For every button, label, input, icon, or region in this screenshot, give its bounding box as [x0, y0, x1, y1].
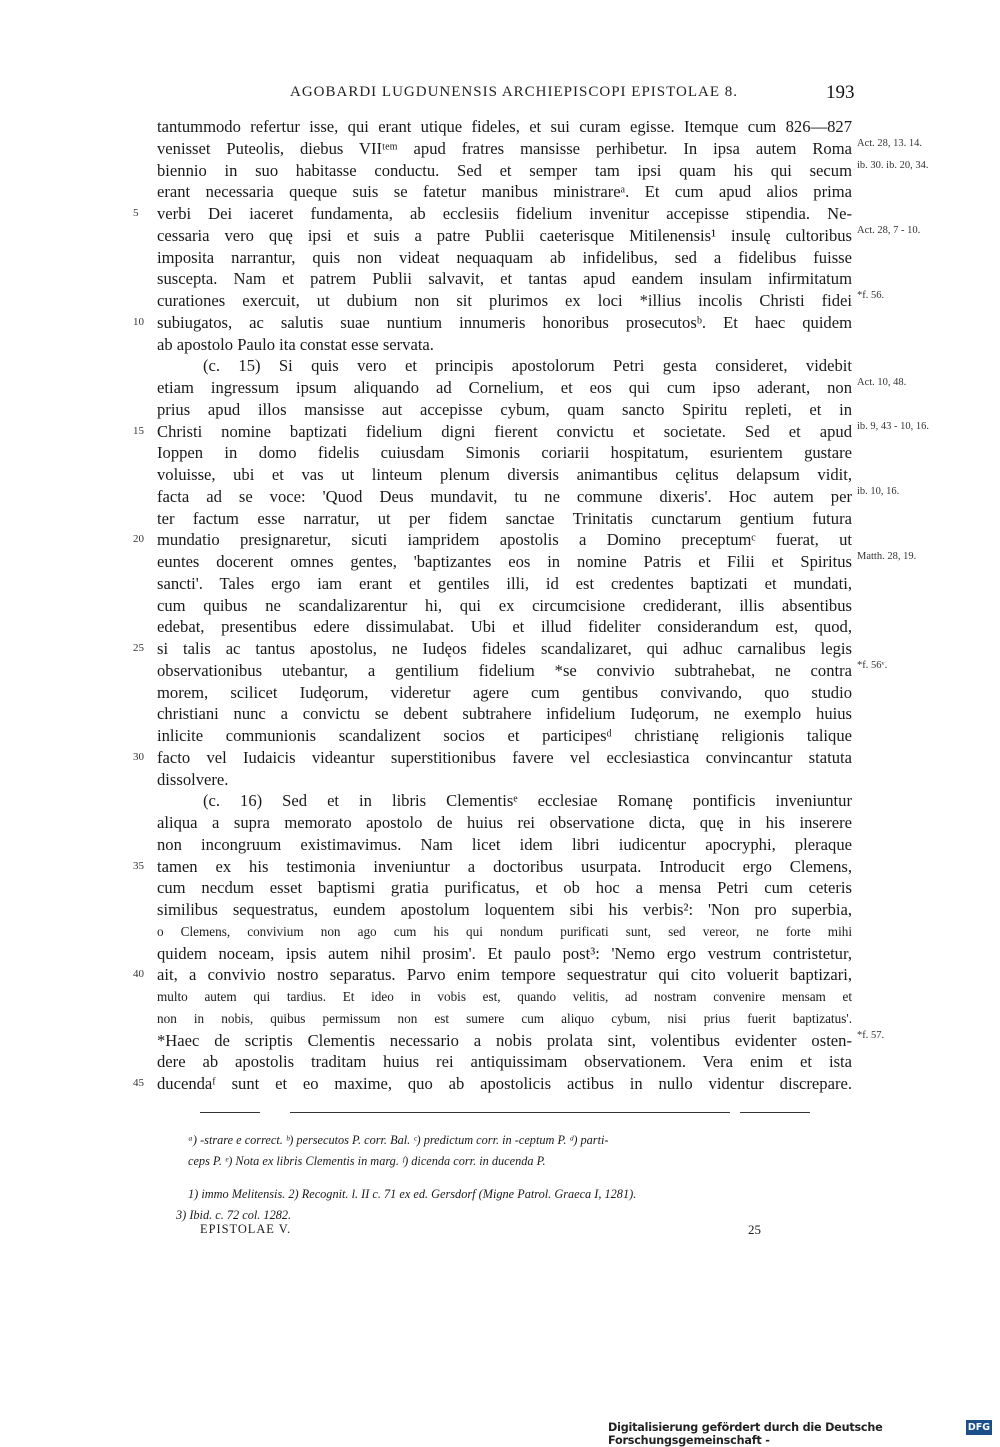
separator-segment: [200, 1112, 260, 1113]
signature-mark: EPISTOLAE V.: [200, 1222, 292, 1236]
line-text: morem, scilicet Iudęorum, videretur agere cum gentibus convivando, quo studio: [157, 682, 852, 702]
margin-reference: *f. 56ᵛ.: [857, 659, 888, 671]
text-line: [157, 877, 852, 899]
line-text: cum quibus ne scandalizarentur hi, qui ex circumcisione crediderant, illis absentibus: [157, 595, 852, 615]
line-text: ab apostolo Paulo ita constat esse servata.: [157, 334, 434, 354]
text-line: [157, 1051, 852, 1073]
digitization-credit: [600, 1418, 1000, 1447]
signature-line: [200, 1222, 760, 1244]
text-line: [157, 485, 900, 508]
text-line: [157, 334, 852, 356]
separator-segment: [740, 1112, 810, 1113]
page-header: [0, 80, 1000, 110]
margin-reference: ib. 9, 43 - 10, 16.: [857, 420, 930, 432]
text-line: [157, 116, 852, 138]
text-line: [157, 399, 852, 421]
line-number: 40: [133, 968, 144, 981]
line-number: 10: [133, 315, 144, 328]
line-text: etiam ingressum ipsum aliquando ad Cornelium, et eos qui cum ipso aderant, non: [157, 378, 852, 397]
margin-reference: *f. 56.: [857, 290, 885, 301]
dfg-logo: DFG: [967, 1422, 991, 1433]
footnote-separator: [200, 1111, 810, 1115]
line-text: christiani nunc a convictu se debent subtrahere infidelium Iudęorum, ne exemplo huius: [157, 704, 852, 724]
text-line: [157, 986, 852, 1008]
text-line: [157, 943, 852, 965]
line-text: erant necessaria queque suis se fatetur manibus ministrareᵃ. Et cum apud alios prima: [157, 182, 852, 202]
line-text: biennio in suo habitasse conductu. Sed et semper tam ipsi quam his qui secum: [157, 160, 852, 180]
sheet-number: 25: [748, 1222, 761, 1237]
text-line: [157, 834, 852, 856]
text-line: [157, 703, 852, 725]
text-line: [133, 747, 852, 769]
line-text: curationes exercuit, ut dubium non sit plurimos ex loci *illius incolis Christi fidei: [157, 291, 852, 310]
text-line: [157, 224, 921, 247]
line-text: aliqua a supra memorato apostolo de huius rei observatione dicta, quę in his inserere: [157, 813, 852, 832]
text-line: [133, 203, 852, 225]
footnote-line: 3) Ibid. c. 72 col. 1282.: [176, 1208, 292, 1222]
line-number: 5: [133, 207, 139, 219]
text-line: [157, 595, 852, 617]
line-number: 45: [133, 1077, 144, 1089]
text-line: [157, 573, 852, 595]
line-text: voluisse, ubi et vas ut linteum plenum diversis animantibus cęlitus delapsum vidit,: [157, 465, 852, 484]
line-text: verbi Dei iaceret fundamenta, ab ecclesiis fidelium invenitur accepisse stipendia. Ne-: [157, 204, 852, 223]
margin-reference: Act. 28, 7 - 10.: [857, 224, 921, 236]
line-text: o Clemens, convivium non ago cum his qui nondum purificati sunt, sed vereor, ne forte mihi: [157, 923, 852, 939]
text-line: [157, 508, 852, 530]
line-text: cessaria vero quę ipsi et suis a patre Publii caeterisque Mitilenensis¹ insulę cultoribus: [157, 225, 852, 245]
line-text: ducendaᶠ sunt et eo maxime, quo ab apostolicis actibus in nullo videntur discrepare.: [157, 1074, 852, 1093]
page-number: 193: [826, 82, 855, 103]
line-number: 35: [133, 859, 144, 872]
line-number: 15: [133, 424, 144, 437]
text-line: [157, 725, 852, 747]
text-line: [133, 856, 852, 878]
line-number: 25: [133, 642, 144, 654]
text-line: [157, 290, 885, 312]
line-text: si talis ac tantus apostolus, ne Iudęos fideles scandalizaret, qui adhuc carnalibus legis: [157, 639, 852, 658]
line-text: *Haec de scriptis Clementis necessario a nobis prolata sint, volentibus evidenter osten-: [157, 1030, 852, 1050]
line-text: Ioppen in domo fidelis cuiusdam Simonis coriarii hospitatum, esurientem gustare: [157, 443, 852, 463]
line-text: facto vel Iudaicis videantur superstitionibus favere vel ecclesiastica convincantur statuta: [157, 747, 852, 767]
text-line: [157, 1008, 852, 1030]
line-text: (c. 15) Si quis vero et principis apostolorum Petri gesta consideret, videbit: [203, 356, 852, 376]
line-text: ait, a convivio nostro separatus. Parvo enim tempore sequestratur qui cito voluerit baptizari,: [157, 965, 852, 985]
text-line: [133, 529, 852, 551]
text-line: [157, 921, 852, 943]
text-line: [157, 1029, 885, 1052]
line-text: dissolvere.: [157, 769, 229, 789]
text-line: [157, 159, 929, 182]
line-text: subiugatos, ac salutis suae nuntium innumeris honoribus prosecutosᵇ. Et haec quidem: [157, 312, 852, 332]
text-line: [157, 769, 852, 791]
text-line: [157, 377, 907, 399]
line-text: facta ad se voce: 'Quod Deus mundavit, tu ne commune dixeris'. Hoc autem per: [157, 486, 852, 506]
footnote-line: ᵃ) -strare e correct. ᵇ) persecutos P. corr. Bal. ᶜ) predictum corr. in -ceptum P. ᵈ) parti-: [188, 1133, 609, 1147]
footnote-line: 1) immo Melitensis. 2) Recognit. l. II c. 71 ex ed. Gersdorf (Migne Patrol. Graeca I, 1281).: [188, 1187, 637, 1201]
text-line: [133, 638, 852, 660]
margin-reference: ib. 30. ib. 20, 34.: [857, 159, 929, 171]
line-text: imposita narrantur, quis non videat nequaquam ab infidelibus, sed a fidelibus fuisse: [157, 247, 852, 267]
line-text: sancti'. Tales ergo iam erant et gentiles illi, id est credentes baptizati et mundati,: [157, 573, 852, 593]
text-line: [157, 659, 888, 682]
text-line: [133, 420, 930, 443]
margin-reference: Act. 28, 13. 14.: [857, 137, 923, 149]
text-line: [157, 442, 852, 464]
margin-reference: *f. 57.: [857, 1029, 885, 1041]
text-line: [157, 790, 852, 812]
line-number: 20: [133, 533, 144, 546]
line-text: tamen ex his testimonia inveniuntur a doctoribus usurpata. Introducit ergo Clemens,: [157, 856, 852, 876]
text-line: [157, 899, 852, 921]
line-text: tantummodo refertur isse, qui erant utique fideles, et sui curam egisse. Itemque cum 826—827: [157, 117, 852, 136]
text-line: [157, 551, 917, 573]
main-text: [133, 116, 930, 1095]
line-text: dere ab apostolis traditam huius rei antiquissimam observationem. Vera enim et ista: [157, 1052, 852, 1072]
line-text: observationibus utebantur, a gentilium fidelium *se convivio subtrahebat, ne contra: [157, 660, 852, 680]
line-text: venisset Puteolis, diebus VIIᵗᵉᵐ apud fratres mansisse perhibetur. In ipsa autem Roma: [157, 138, 852, 158]
line-text: suscepta. Nam et patrem Publii salvavit, et tantas apud eandem insulam infirmitatum: [157, 269, 852, 289]
line-text: inlicite communionis scandalizent socios et participesᵈ christianę religionis talique: [157, 726, 852, 745]
text-line: [157, 268, 852, 290]
text-line: [157, 812, 852, 834]
text-line: [133, 964, 852, 986]
footnote-line: ceps P. ᵉ) Nota ex libris Clementis in marg. ᶠ) dicenda corr. in ducenda P.: [188, 1154, 546, 1168]
text-line: [133, 1073, 852, 1095]
line-text: similibus sequestratus, eundem apostolum loquentem sibi his verbis²: 'Non pro superbia,: [157, 900, 852, 919]
text-line: [157, 355, 852, 377]
credit-text: Digitalisierung gefördert durch die Deutsche Forschungsgemeinschaft -: [608, 1421, 883, 1447]
margin-reference: Act. 10, 48.: [857, 377, 907, 388]
text-line: [157, 247, 852, 269]
text-line: [133, 312, 852, 334]
footnotes: [176, 1130, 858, 1226]
margin-reference: Matth. 28, 19.: [857, 551, 917, 562]
separator-segment: [290, 1112, 730, 1113]
text-line: [157, 616, 852, 638]
line-number: 30: [133, 750, 144, 763]
text-line: [157, 181, 852, 203]
line-text: edebat, presentibus edere dissimulabat. Ubi et illud fideliter considerandum est, quod,: [157, 617, 852, 637]
text-line: [157, 464, 852, 486]
margin-reference: ib. 10, 16.: [857, 485, 900, 497]
text-line: [157, 682, 852, 704]
line-text: euntes docerent omnes gentes, 'baptizantes eos in nomine Patris et Filii et Spiritus: [157, 552, 852, 571]
line-text: non incongruum existimavimus. Nam licet idem libri iudicentur apocryphi, pleraque: [157, 834, 852, 854]
line-text: multo autem qui tardius. Et ideo in vobis est, quando velitis, ad nostram convenire mensam et: [157, 989, 852, 1004]
line-text: Christi nomine baptizati fidelium digni fierent convictu et societate. Sed et apud: [157, 421, 852, 441]
text-line: [157, 137, 923, 160]
line-text: ter factum esse narratur, ut per fidem sanctae Trinitatis cunctarum gentium futura: [157, 508, 852, 528]
line-text: non in nobis, quibus permissum non est sumere cum aliquo cybum, nisi prius fuerit baptizatus'.: [157, 1010, 852, 1026]
line-text: (c. 16) Sed et in libris Clementisᵉ ecclesiae Romanę pontificis inveniuntur: [203, 791, 852, 811]
line-text: mundatio presignaretur, sicuti iampridem apostolis a Domino preceptumᶜ fuerat, ut: [157, 530, 852, 550]
line-text: prius apud illos mansisse aut accepisse cybum, quam sancto Spiritu repleti, et in: [157, 399, 852, 419]
running-title: AGOBARDI LUGDUNENSIS ARCHIEPISCOPI EPISTOLAE 8.: [290, 84, 739, 100]
line-text: cum necdum esset baptismi gratia purificatus, et ob hoc a mensa Petri cum ceteris: [157, 878, 852, 898]
line-text: quidem noceam, ipsis autem nihil prosim'. Et paulo post³: 'Nemo ergo vestrum contristetur,: [157, 943, 852, 963]
